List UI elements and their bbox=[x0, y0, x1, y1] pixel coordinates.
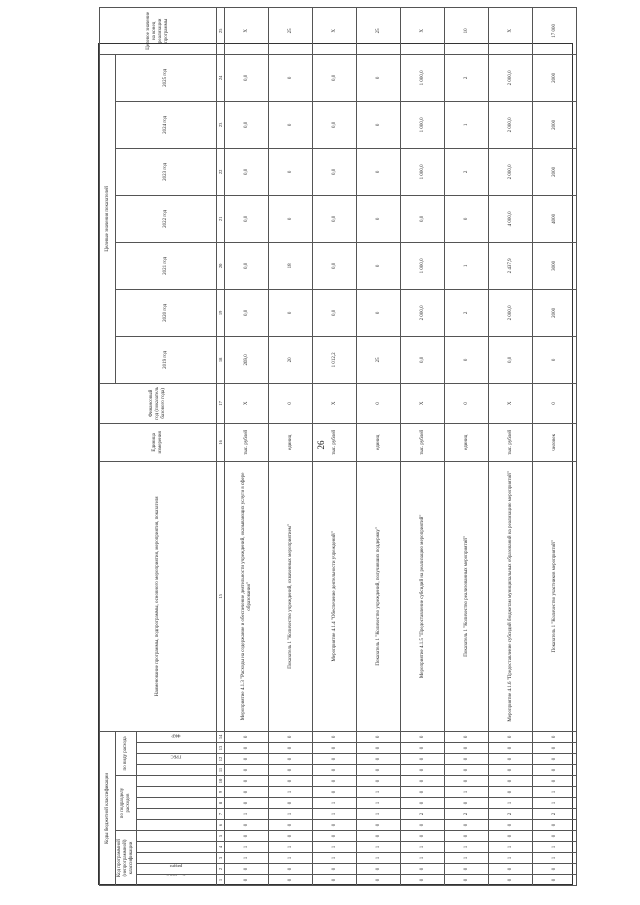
code-cell: 0 bbox=[489, 864, 533, 875]
code-cell: 0 bbox=[225, 798, 269, 809]
indicator-text-cell: Показатель 1 "Количество реализованных мероприятий" bbox=[445, 461, 489, 731]
code-cell: 1 bbox=[401, 853, 445, 864]
year-header: 2021 год bbox=[116, 242, 217, 289]
year-value-cell: 0,0 bbox=[313, 101, 357, 148]
code-cell: 0 bbox=[269, 864, 313, 875]
year-value-cell: 0,0 bbox=[225, 54, 269, 101]
code-cell: 0 bbox=[357, 743, 401, 754]
code-cell: 0 bbox=[313, 743, 357, 754]
table-row bbox=[225, 7, 269, 885]
year-value-cell: 2 000,0 bbox=[489, 101, 533, 148]
year-header: 2019 год bbox=[116, 336, 217, 383]
final-value-cell: 25 bbox=[357, 7, 401, 54]
column-number: 22 bbox=[217, 148, 225, 195]
column-number: 4 bbox=[217, 842, 225, 853]
column-number: 25 bbox=[217, 7, 225, 54]
code-cell: 0 bbox=[269, 831, 313, 842]
final-value-cell: 17 000 bbox=[533, 7, 577, 54]
code-cell: 1 bbox=[225, 842, 269, 853]
target-values-header: Целевые значения показателей bbox=[100, 54, 116, 383]
year-value-cell: 0,0 bbox=[225, 289, 269, 336]
year-header: 2024 год bbox=[116, 101, 217, 148]
page-number: 26 bbox=[316, 440, 326, 450]
code-cell: 1 bbox=[357, 809, 401, 820]
table-row bbox=[313, 7, 357, 885]
code-cell: 0 bbox=[401, 798, 445, 809]
column-number: 19 bbox=[217, 289, 225, 336]
code-cell: 0 bbox=[445, 765, 489, 776]
classifier-codes-header: Коды бюджетной классификации bbox=[100, 731, 116, 885]
code-header bbox=[137, 798, 217, 809]
code-cell: 1 bbox=[357, 842, 401, 853]
code-cell: 0 bbox=[401, 820, 445, 831]
final-value-cell: 25 bbox=[269, 7, 313, 54]
code-cell: 0 bbox=[313, 731, 357, 742]
code-cell: 0 bbox=[225, 754, 269, 765]
code-cell: 1 bbox=[489, 842, 533, 853]
code-cell: 0 bbox=[401, 765, 445, 776]
code-cell: 0 bbox=[357, 765, 401, 776]
column-number: 2 bbox=[217, 864, 225, 875]
base-year-header: Финансовый год (показатель базового года) bbox=[100, 383, 217, 423]
code-cell: 0 bbox=[313, 864, 357, 875]
year-value-cell: 0,0 bbox=[225, 195, 269, 242]
code-cell: 0 bbox=[489, 831, 533, 842]
code-cell: 0 bbox=[357, 776, 401, 787]
year-value-cell: 1 000,0 bbox=[401, 242, 445, 289]
indicator-name-header: Наименование программы, подпрограммы, основного мероприятия, мероприятия, показателя bbox=[100, 461, 217, 731]
year-header: 2020 год bbox=[116, 289, 217, 336]
final-value-cell: X bbox=[313, 7, 357, 54]
code-cell: 0 bbox=[357, 864, 401, 875]
year-header: 2025 год bbox=[116, 54, 217, 101]
year-value-cell: 0 bbox=[357, 148, 401, 195]
final-value-cell: X bbox=[489, 7, 533, 54]
table-row bbox=[269, 7, 313, 885]
year-value-cell: 2 bbox=[445, 54, 489, 101]
year-value-cell: 4000 bbox=[533, 195, 577, 242]
year-value-cell: 0,0 bbox=[225, 148, 269, 195]
code-cell: 1 bbox=[533, 853, 577, 864]
base-value-cell: 0 bbox=[269, 383, 313, 423]
table-row bbox=[445, 7, 489, 885]
code-cell: 1 bbox=[401, 842, 445, 853]
year-value-cell: 2 bbox=[445, 289, 489, 336]
expense-type-header: по виду расхода bbox=[116, 731, 137, 775]
year-value-cell: 2 000,0 bbox=[401, 289, 445, 336]
code-header: раздел bbox=[137, 864, 217, 875]
code-cell: 0 bbox=[401, 731, 445, 742]
final-value-header: Целевое значение на конец реализации программы bbox=[100, 7, 217, 54]
code-header bbox=[137, 743, 217, 754]
base-value-cell: X bbox=[225, 383, 269, 423]
code-cell: 0 bbox=[357, 754, 401, 765]
year-value-cell: 0 bbox=[445, 195, 489, 242]
code-cell: 0 bbox=[445, 776, 489, 787]
year-header: 2022 год bbox=[116, 195, 217, 242]
code-cell: 1 bbox=[533, 842, 577, 853]
code-cell: 0 bbox=[445, 831, 489, 842]
column-number: 8 bbox=[217, 798, 225, 809]
table-row bbox=[357, 7, 401, 885]
year-value-cell: 269,0 bbox=[225, 336, 269, 383]
code-cell: 0 bbox=[269, 731, 313, 742]
code-header bbox=[137, 809, 217, 820]
year-value-cell: 0 bbox=[357, 195, 401, 242]
code-header bbox=[137, 842, 217, 853]
code-cell: 2 bbox=[401, 809, 445, 820]
base-value-cell: 0 bbox=[533, 383, 577, 423]
year-value-cell: 0 bbox=[269, 101, 313, 148]
year-value-cell: 4 000,0 bbox=[489, 195, 533, 242]
table-row bbox=[489, 7, 533, 885]
year-value-cell: 2000 bbox=[533, 148, 577, 195]
column-number: 20 bbox=[217, 242, 225, 289]
unit-cell: единиц bbox=[445, 423, 489, 461]
code-cell: 0 bbox=[533, 754, 577, 765]
code-cell: 0 bbox=[269, 743, 313, 754]
code-cell: 1 bbox=[313, 798, 357, 809]
final-value-cell: X bbox=[401, 7, 445, 54]
code-cell: 2 bbox=[445, 809, 489, 820]
year-value-cell: 0,0 bbox=[489, 336, 533, 383]
year-value-cell: 0 bbox=[269, 54, 313, 101]
column-number: 24 bbox=[217, 54, 225, 101]
column-number: 17 bbox=[217, 383, 225, 423]
code-cell: 0 bbox=[401, 743, 445, 754]
table-row bbox=[533, 7, 577, 885]
code-cell: 1 bbox=[357, 853, 401, 864]
code-cell: 1 bbox=[313, 853, 357, 864]
year-value-cell: 0,0 bbox=[313, 54, 357, 101]
code-cell: 0 bbox=[225, 765, 269, 776]
year-value-cell: 2 000,0 bbox=[489, 289, 533, 336]
code-cell: 0 bbox=[401, 787, 445, 798]
code-cell: 0 bbox=[489, 731, 533, 742]
code-cell: 0 bbox=[533, 864, 577, 875]
base-value-cell: 0 bbox=[445, 383, 489, 423]
column-number: 12 bbox=[217, 754, 225, 765]
code-cell: 0 bbox=[269, 875, 313, 886]
indicator-text-cell: Показатель 1 "Количество участников мероприятий" bbox=[533, 461, 577, 731]
code-cell: 0 bbox=[357, 820, 401, 831]
column-number: 18 bbox=[217, 336, 225, 383]
code-cell: 1 bbox=[489, 853, 533, 864]
code-cell: 0 bbox=[357, 875, 401, 886]
indicator-text-cell: Показатель 1 "Количество учреждений, получивших поддержку" bbox=[357, 461, 401, 731]
year-value-cell: 2000 bbox=[533, 289, 577, 336]
code-cell: 0 bbox=[489, 787, 533, 798]
code-header: ФКР bbox=[137, 731, 217, 742]
year-value-cell: 0 bbox=[533, 336, 577, 383]
year-value-cell: 0,0 bbox=[313, 195, 357, 242]
indicator-text-cell: Мероприятие 4.1.4 "Обеспечение деятельности учреждений" bbox=[313, 461, 357, 731]
code-cell: 0 bbox=[401, 754, 445, 765]
code-header bbox=[137, 853, 217, 864]
code-cell: 0 bbox=[533, 743, 577, 754]
year-value-cell: 2 000,0 bbox=[489, 148, 533, 195]
code-header bbox=[137, 776, 217, 787]
unit-cell: тыс. рублей bbox=[489, 423, 533, 461]
year-value-cell: 0 bbox=[357, 54, 401, 101]
code-cell: 0 bbox=[313, 875, 357, 886]
code-cell: 1 bbox=[313, 842, 357, 853]
year-value-cell: 2 437,9 bbox=[489, 242, 533, 289]
code-header bbox=[137, 831, 217, 842]
code-cell: 0 bbox=[225, 731, 269, 742]
code-cell: 0 bbox=[269, 754, 313, 765]
year-value-cell: 1 012,2 bbox=[313, 336, 357, 383]
code-cell: 0 bbox=[225, 787, 269, 798]
year-value-cell: 1 000,0 bbox=[401, 101, 445, 148]
unit-cell: человек bbox=[533, 423, 577, 461]
code-cell: 0 bbox=[489, 743, 533, 754]
code-cell: 0 bbox=[225, 743, 269, 754]
final-value-cell: X bbox=[225, 7, 269, 54]
program-structure-header: Код программной (непрограммной) классификации bbox=[116, 831, 137, 886]
code-cell: 0 bbox=[445, 864, 489, 875]
code-cell: 0 bbox=[269, 765, 313, 776]
code-cell: 0 bbox=[445, 754, 489, 765]
code-cell: 0 bbox=[533, 765, 577, 776]
year-value-cell: 2 000,0 bbox=[489, 54, 533, 101]
year-value-cell: 0 bbox=[269, 289, 313, 336]
code-cell: 0 bbox=[445, 820, 489, 831]
column-number: 13 bbox=[217, 743, 225, 754]
code-cell: 0 bbox=[445, 875, 489, 886]
code-cell: 0 bbox=[225, 820, 269, 831]
year-value-cell: 2000 bbox=[533, 101, 577, 148]
code-cell: 0 bbox=[533, 820, 577, 831]
code-cell: 1 bbox=[489, 798, 533, 809]
column-number: 14 bbox=[217, 731, 225, 742]
code-cell: 0 bbox=[533, 831, 577, 842]
code-cell: 0 bbox=[269, 776, 313, 787]
code-cell: 0 bbox=[225, 875, 269, 886]
code-cell: 1 bbox=[225, 853, 269, 864]
unit-cell: тыс. рублей bbox=[225, 423, 269, 461]
column-number: 3 bbox=[217, 853, 225, 864]
column-number: 23 bbox=[217, 101, 225, 148]
code-cell: 0 bbox=[357, 731, 401, 742]
indicator-text-cell: Мероприятие 4.1.3 "Расходы на содержание и обеспечение деятельности учреждений, оказывающих услуги в сфере образования" bbox=[225, 461, 269, 731]
year-value-cell: 0,0 bbox=[313, 289, 357, 336]
year-value-cell: 2 bbox=[445, 148, 489, 195]
year-value-cell: 0 bbox=[269, 195, 313, 242]
column-number: 9 bbox=[217, 787, 225, 798]
column-number: 1 bbox=[217, 875, 225, 886]
year-value-cell: 0,0 bbox=[401, 195, 445, 242]
code-cell: 0 bbox=[225, 776, 269, 787]
unit-cell: тыс. рублей bbox=[401, 423, 445, 461]
year-value-cell: 25 bbox=[357, 336, 401, 383]
code-cell: 1 bbox=[357, 787, 401, 798]
year-value-cell: 0 bbox=[357, 101, 401, 148]
code-cell: 1 bbox=[357, 798, 401, 809]
year-value-cell: 0,0 bbox=[313, 242, 357, 289]
year-value-cell: 3000 bbox=[533, 242, 577, 289]
base-value-cell: X bbox=[401, 383, 445, 423]
code-cell: 1 bbox=[269, 853, 313, 864]
column-number: 5 bbox=[217, 831, 225, 842]
sub-expense-header: по подразделу расходов bbox=[116, 776, 137, 831]
code-cell: 0 bbox=[489, 765, 533, 776]
code-cell: 0 bbox=[357, 831, 401, 842]
code-cell: 0 bbox=[313, 754, 357, 765]
code-cell: 0 bbox=[225, 864, 269, 875]
year-value-cell: 0,0 bbox=[401, 336, 445, 383]
year-value-cell: 0,0 bbox=[225, 101, 269, 148]
code-cell: 1 bbox=[445, 842, 489, 853]
code-cell: 0 bbox=[533, 731, 577, 742]
code-cell: 0 bbox=[313, 831, 357, 842]
code-cell: 1 bbox=[445, 853, 489, 864]
year-value-cell: 18 bbox=[269, 242, 313, 289]
code-cell: 0 bbox=[445, 743, 489, 754]
rotated-table-sheet bbox=[98, 11, 573, 885]
base-value-cell: X bbox=[313, 383, 357, 423]
indicator-text-cell: Показатель 1 "Количество учреждений, охваченных мероприятием" bbox=[269, 461, 313, 731]
code-cell: 0 bbox=[489, 820, 533, 831]
code-cell: 1 bbox=[533, 787, 577, 798]
code-cell: 0 bbox=[445, 731, 489, 742]
code-header bbox=[137, 787, 217, 798]
code-cell: 0 bbox=[313, 820, 357, 831]
code-cell: 0 bbox=[489, 875, 533, 886]
column-number: 6 bbox=[217, 820, 225, 831]
column-numbers-row bbox=[217, 7, 225, 885]
indicator-text-cell: Мероприятие 4.1.5 "Предоставление субсидий на реализацию мероприятий" bbox=[401, 461, 445, 731]
column-number: 11 bbox=[217, 765, 225, 776]
program-indicators-table bbox=[99, 7, 577, 886]
code-cell: 2 bbox=[533, 809, 577, 820]
year-header: 2023 год bbox=[116, 148, 217, 195]
base-value-cell: X bbox=[489, 383, 533, 423]
code-cell: 1 bbox=[533, 798, 577, 809]
code-header bbox=[137, 875, 217, 886]
code-cell: 1 bbox=[269, 787, 313, 798]
column-number: 15 bbox=[217, 461, 225, 731]
code-cell: 0 bbox=[489, 776, 533, 787]
code-cell: 0 bbox=[401, 776, 445, 787]
column-number: 7 bbox=[217, 809, 225, 820]
code-header bbox=[137, 820, 217, 831]
year-value-cell: 2000 bbox=[533, 54, 577, 101]
unit-cell: единиц bbox=[357, 423, 401, 461]
table-row bbox=[401, 7, 445, 885]
code-header: ГРБС bbox=[137, 754, 217, 765]
column-number: 21 bbox=[217, 195, 225, 242]
base-value-cell: 0 bbox=[357, 383, 401, 423]
year-value-cell: 0,0 bbox=[313, 148, 357, 195]
code-cell: 1 bbox=[313, 809, 357, 820]
year-value-cell: 1 bbox=[445, 101, 489, 148]
code-cell: 0 bbox=[401, 831, 445, 842]
unit-header: Единица измерения bbox=[100, 423, 217, 461]
code-cell: 1 bbox=[225, 809, 269, 820]
year-value-cell: 1 000,0 bbox=[401, 148, 445, 195]
code-cell: 0 bbox=[489, 754, 533, 765]
year-value-cell: 20 bbox=[269, 336, 313, 383]
year-value-cell: 1 000,0 bbox=[401, 54, 445, 101]
year-value-cell: 1 bbox=[445, 242, 489, 289]
column-number: 10 bbox=[217, 776, 225, 787]
code-cell: 1 bbox=[269, 842, 313, 853]
year-value-cell: 0 bbox=[269, 148, 313, 195]
final-value-cell: 10 bbox=[445, 7, 489, 54]
unit-cell: единиц bbox=[269, 423, 313, 461]
indicator-text-cell: Мероприятие 4.1.6 "Предоставление субсидий бюджетам муниципальных образований на реализацию мероприятий" bbox=[489, 461, 533, 731]
column-number: 16 bbox=[217, 423, 225, 461]
code-cell: 0 bbox=[533, 875, 577, 886]
code-cell: 1 bbox=[269, 809, 313, 820]
unit-cell: тыс. рублей bbox=[313, 423, 357, 461]
code-header bbox=[137, 765, 217, 776]
code-cell: 0 bbox=[533, 776, 577, 787]
year-value-cell: 0 bbox=[445, 336, 489, 383]
code-cell: 0 bbox=[401, 864, 445, 875]
code-cell: 0 bbox=[313, 776, 357, 787]
code-cell: 0 bbox=[445, 798, 489, 809]
code-cell: 0 bbox=[269, 820, 313, 831]
code-cell: 1 bbox=[445, 787, 489, 798]
code-cell: 0 bbox=[269, 798, 313, 809]
code-cell: 0 bbox=[313, 787, 357, 798]
code-cell: 0 bbox=[401, 875, 445, 886]
code-cell: 2 bbox=[489, 809, 533, 820]
year-value-cell: 0,0 bbox=[225, 242, 269, 289]
year-value-cell: 0 bbox=[357, 242, 401, 289]
code-cell: 0 bbox=[313, 765, 357, 776]
code-cell: 0 bbox=[225, 831, 269, 842]
year-value-cell: 0 bbox=[357, 289, 401, 336]
